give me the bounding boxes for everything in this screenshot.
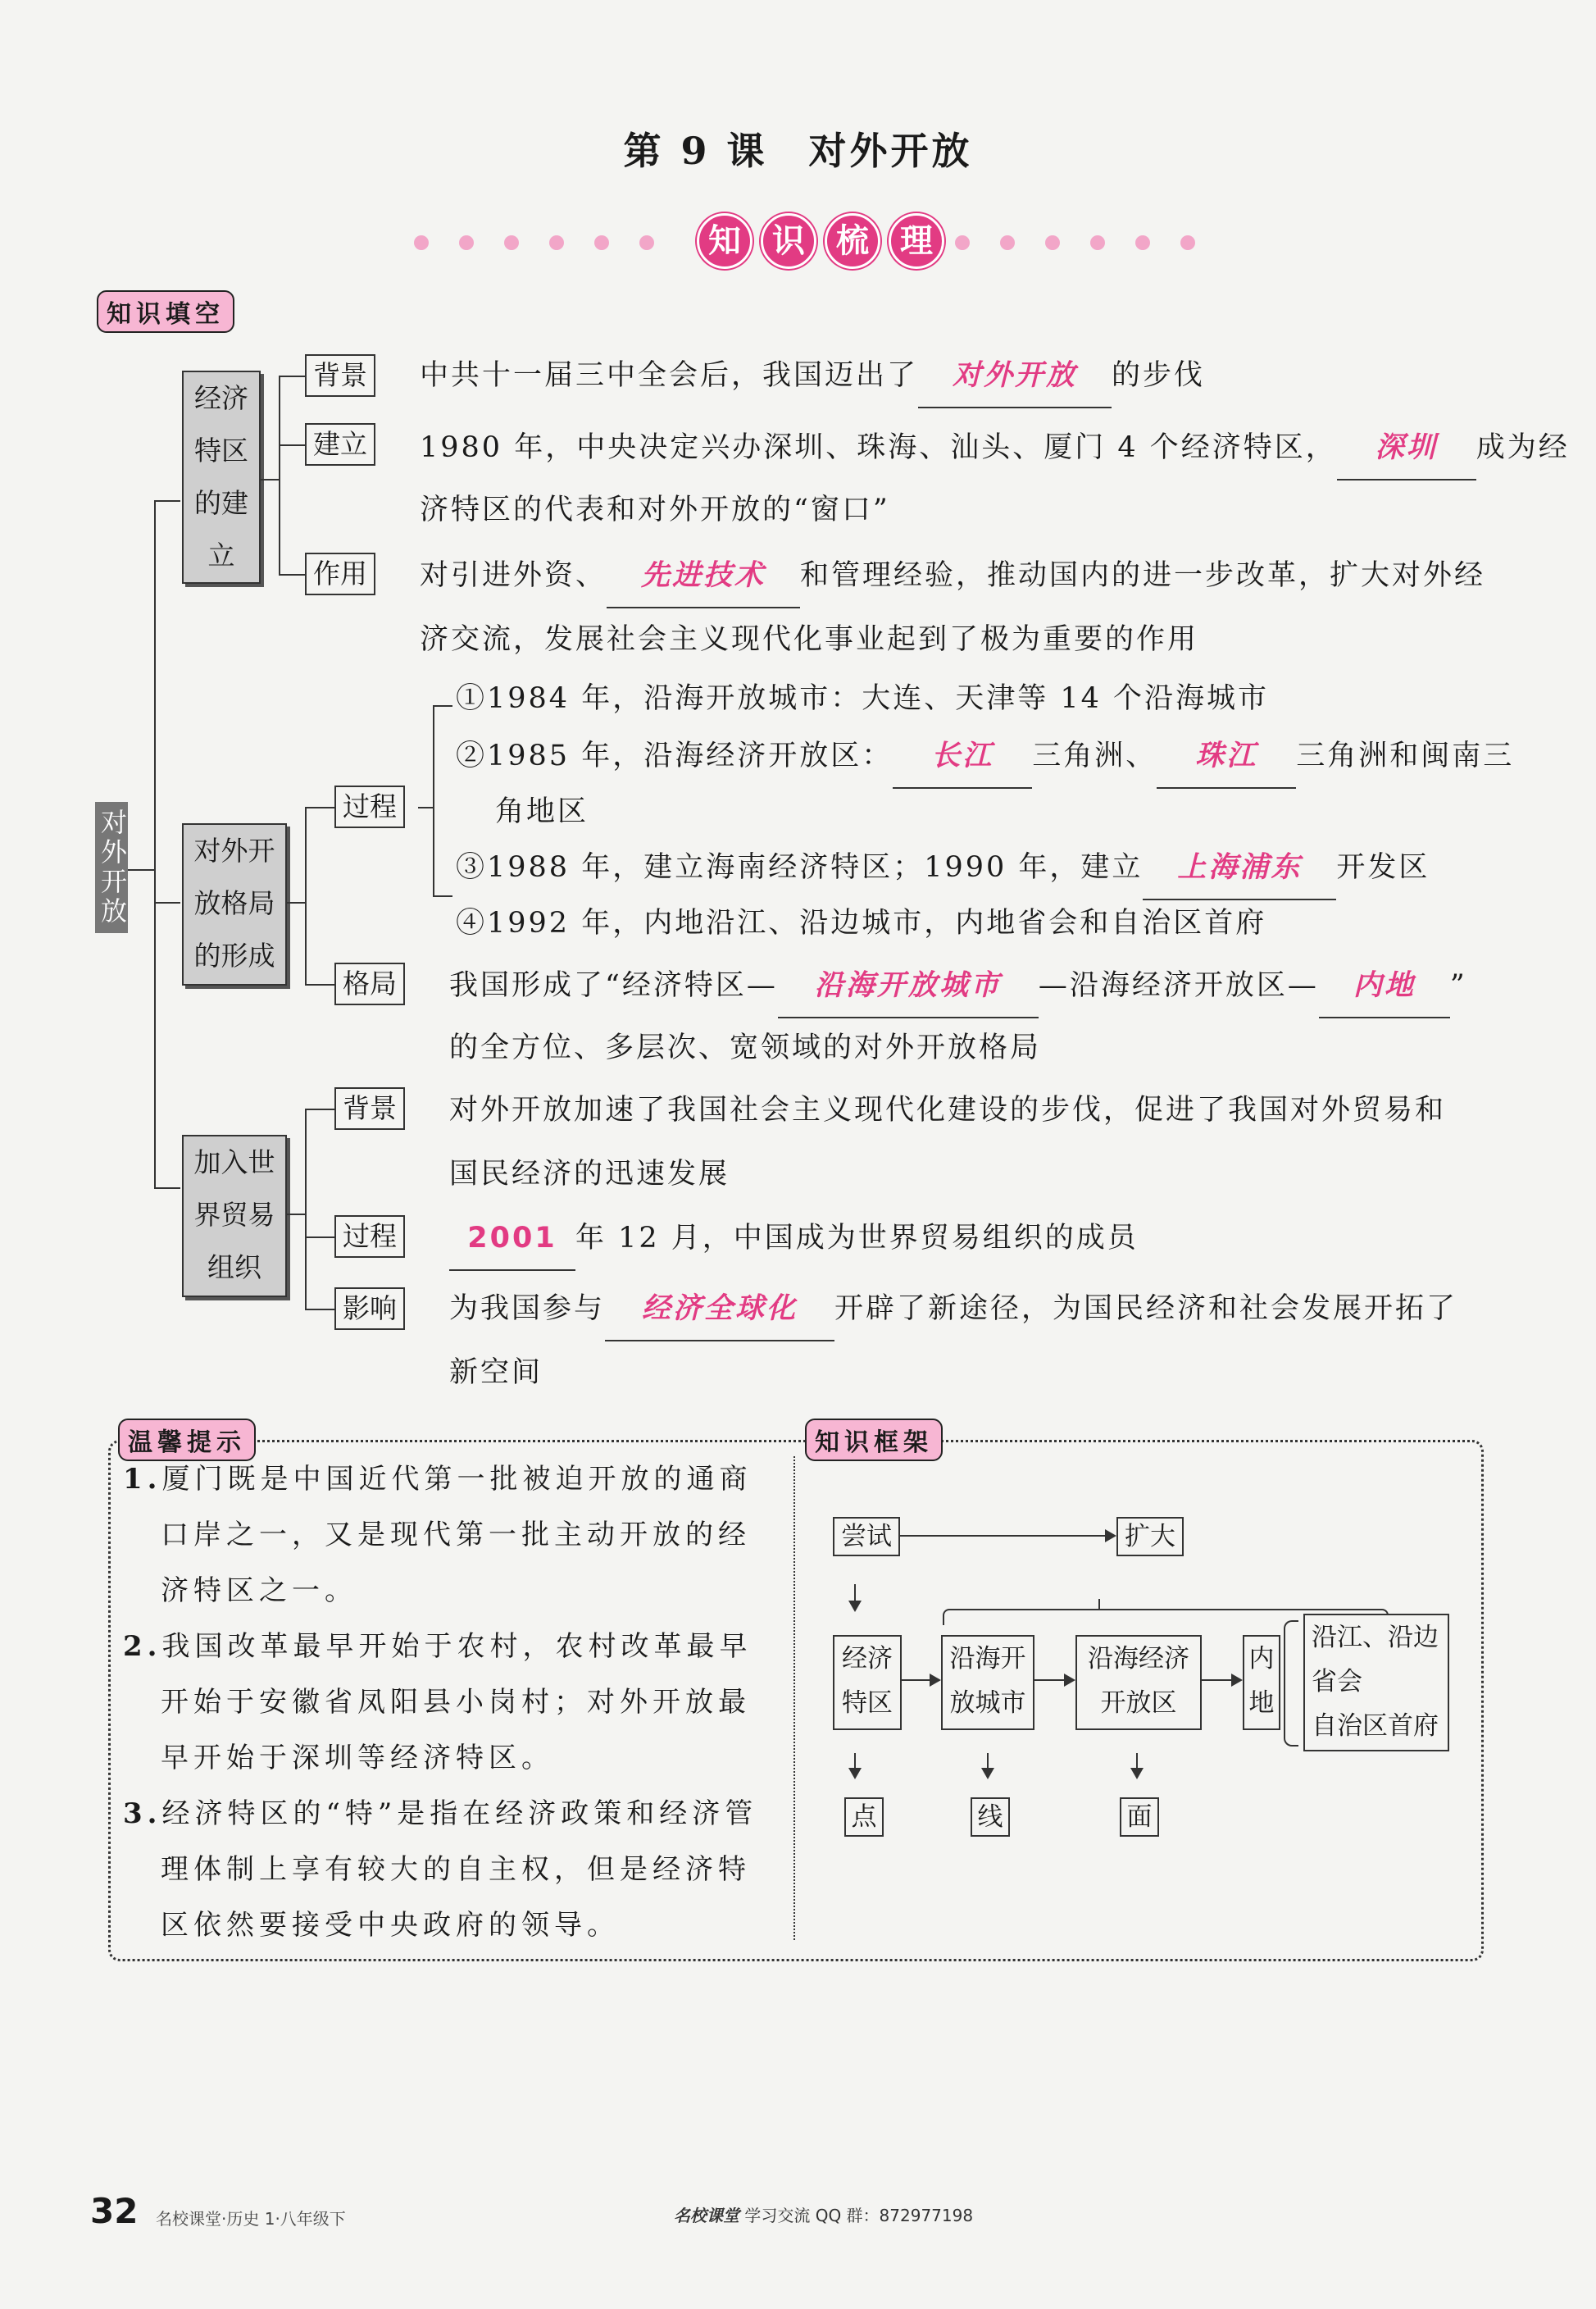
frame-point: 点 [844, 1797, 884, 1837]
answer-blank: 先进技术 [607, 544, 800, 608]
group-open-pattern: 对外开放格局的形成 [182, 823, 287, 986]
tip-item: 1.厦门既是中国近代第一批被迫开放的通商 [123, 1463, 753, 1496]
banner-char: 识 [761, 213, 816, 269]
answer-blank: 2001 [449, 1207, 575, 1271]
text-line: 国民经济的迅速发展 [449, 1158, 730, 1191]
text-line: 2001 年 12 月，中国成为世界贸易组织的成员 [449, 1207, 1139, 1271]
answer-blank: 沿海开放城市 [778, 954, 1039, 1018]
tag-fill: 知识填空 [97, 290, 234, 333]
answer-blank: 上海浦东 [1143, 836, 1336, 900]
text-line: 新空间 [449, 1356, 543, 1389]
group-special-zones: 经济特区的建立 [182, 371, 261, 584]
label-effect: 作用 [305, 553, 375, 595]
text-line: 济交流，发展社会主义现代化事业起到了极为重要的作用 [420, 623, 1199, 656]
label-establish: 建立 [305, 423, 375, 466]
label-process: 过程 [334, 786, 405, 828]
tip-item: 2.我国改革最早开始于农村，农村改革最早 [123, 1630, 753, 1663]
footer-qq: 名校课堂 学习交流 QQ 群：872977198 [674, 2206, 974, 2225]
text-line: 对外开放加速了我国社会主义现代化建设的步伐，促进了我国对外贸易和 [449, 1094, 1447, 1127]
process-1992: ④1992 年，内地沿江、沿边城市，内地省会和自治区首府 [456, 907, 1267, 940]
lesson-title: 第 9 课 对外开放 [623, 129, 973, 173]
text-line: 角地区 [495, 795, 589, 828]
tip-line: 区依然要接受中央政府的领导。 [161, 1909, 620, 1942]
label-background: 背景 [334, 1087, 405, 1130]
frame-special-zone: 经济 特区 [833, 1635, 902, 1730]
text-line: 中共十一届三中全会后，我国迈出了 对外开放 的步伐 [420, 344, 1205, 408]
banner-char: 理 [889, 213, 944, 269]
frame-try: 尝试 [833, 1517, 900, 1556]
text-line: 的全方位、多层次、宽领域的对外开放格局 [449, 1032, 1042, 1064]
answer-blank: 珠江 [1157, 725, 1296, 789]
process-1985: ②1985 年，沿海经济开放区： 长江 三角洲、 珠江 三角洲和闽南三 [456, 725, 1514, 789]
page-number: 32 [90, 2191, 139, 2231]
root-label: 对外开放 [95, 802, 128, 933]
label-background: 背景 [305, 354, 375, 397]
label-pattern: 格局 [334, 963, 405, 1005]
group-wto: 加入世界贸易组织 [182, 1135, 287, 1297]
text-line: 1980 年，中央决定兴办深圳、珠海、汕头、厦门 4 个经济特区， 深圳 成为经 [420, 417, 1570, 480]
frame-coastal-zones: 沿海经济 开放区 [1075, 1635, 1202, 1730]
text-line: 为我国参与 经济全球化 开辟了新途径，为国民经济和社会发展开拓了 [449, 1277, 1457, 1341]
text-line: 对引进外资、 先进技术 和管理经验，推动国内的进一步改革，扩大对外经 [420, 544, 1485, 608]
answer-blank: 对外开放 [918, 344, 1112, 408]
frame-inland-list: 沿江、沿边 省会 自治区首府 [1303, 1614, 1449, 1751]
answer-blank: 经济全球化 [605, 1277, 834, 1341]
label-influence: 影响 [334, 1287, 405, 1330]
answer-blank: 深圳 [1337, 417, 1476, 480]
brand-logo: 名校课堂 [674, 2206, 739, 2225]
banner-char: 梳 [825, 213, 880, 269]
tip-item: 3.经济特区的“特”是指在经济政策和经济管 [123, 1797, 758, 1830]
tip-line: 口岸之一，又是现代第一批主动开放的经 [161, 1519, 751, 1551]
tag-tips: 温馨提示 [118, 1419, 256, 1461]
text-line: 济特区的代表和对外开放的“窗口” [420, 494, 890, 526]
tip-line: 理体制上享有较大的自主权，但是经济特 [161, 1853, 751, 1886]
tag-frame: 知识框架 [805, 1419, 943, 1461]
frame-surface: 面 [1120, 1797, 1159, 1837]
tip-line: 开始于安徽省凤阳县小岗村；对外开放最 [161, 1686, 751, 1719]
book-info: 名校课堂·历史 1·八年级下 [156, 2209, 346, 2229]
answer-blank: 内地 [1319, 954, 1450, 1018]
frame-expand: 扩大 [1116, 1517, 1184, 1556]
process-1984: ①1984 年，沿海开放城市：大连、天津等 14 个沿海城市 [456, 682, 1269, 715]
answer-blank: 长江 [893, 725, 1032, 789]
text-line: 我国形成了“经济特区— 沿海开放城市 —沿海经济开放区— 内地 ” [449, 954, 1467, 1018]
section-banner [0, 213, 1596, 279]
frame-coastal-cities: 沿海开 放城市 [941, 1635, 1034, 1730]
frame-inland: 内 地 [1243, 1635, 1280, 1730]
label-process: 过程 [334, 1215, 405, 1258]
frame-line: 线 [971, 1797, 1010, 1837]
tip-line: 济特区之一。 [161, 1574, 357, 1607]
tip-line: 早开始于深圳等经济特区。 [161, 1742, 554, 1774]
process-1988: ③1988 年，建立海南经济特区；1990 年，建立 上海浦东 开发区 [456, 836, 1430, 900]
banner-char: 知 [697, 213, 753, 269]
